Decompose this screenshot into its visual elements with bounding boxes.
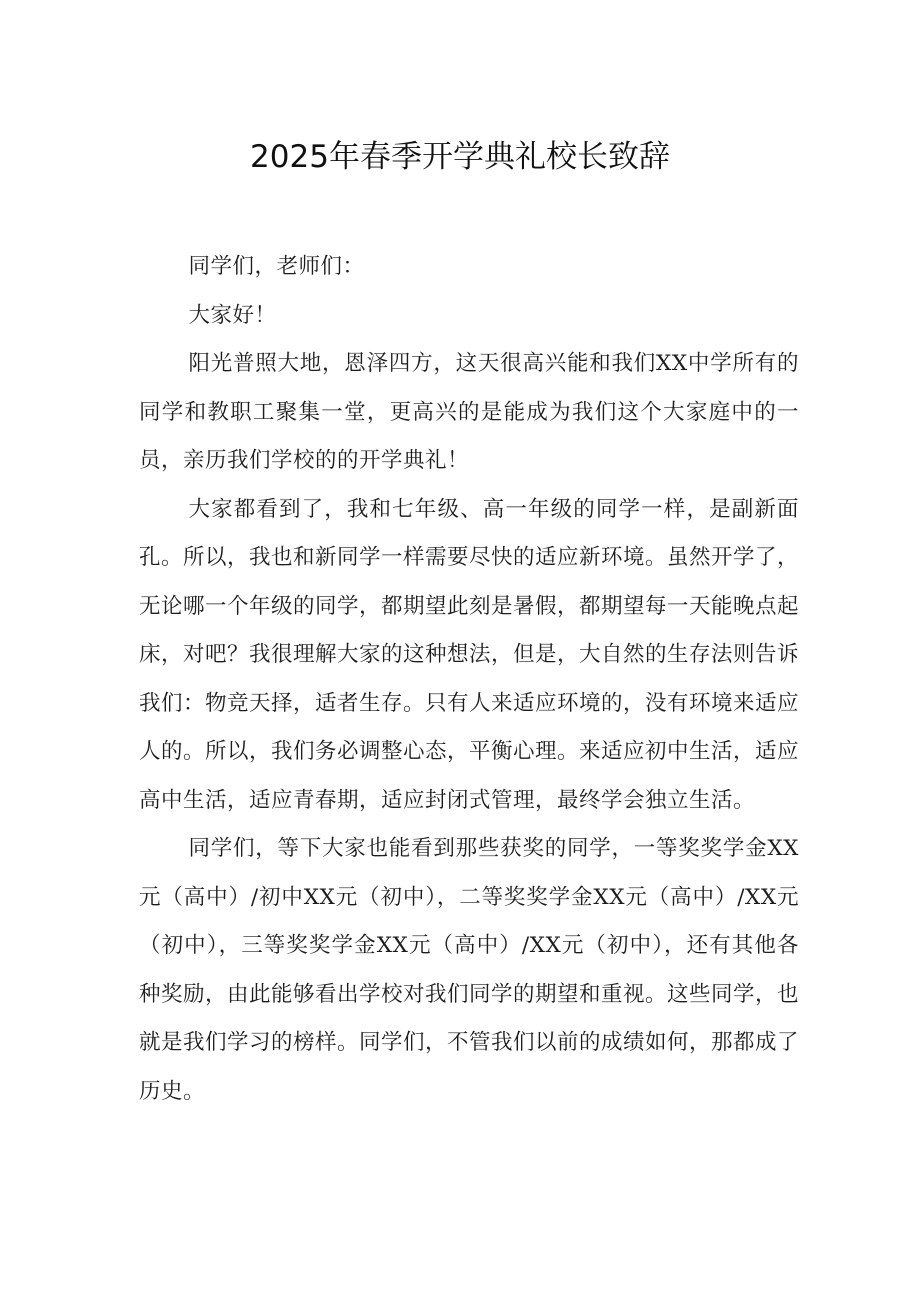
document-body (139, 243, 799, 1116)
body-paragraph-3: 同学们，等下大家也能看到那些获奖的同学，一等奖奖学金XX元（高中）/初中XX元（初中），二等奖奖学金XX元（高中）/XX元（初中），三等奖奖学金XX元（高中）/XX元（初中），还有其他各种奖励，由此能够看出学校对我们同学的期望和重视。这些同学，也就是我们学习的榜样。同学们，不管我们以前的成绩如何，那都成了历史。 (139, 836, 800, 1104)
greeting-paragraph: 大家好！ (188, 302, 277, 328)
salutation-paragraph: 同学们，老师们： (188, 254, 365, 279)
body-paragraph-1: 阳光普照大地，恩泽四方，这天很高兴能和我们XX中学所有的同学和教职工聚集一堂，更高兴的是能成为我们这个大家庭中的一员，亲历我们学校的的开学典礼！ (139, 351, 799, 473)
body-paragraph-2: 大家都看到了，我和七年级、高一年级的同学一样，是副新面孔。所以，我也和新同学一样需要尽快的适应新环境。虽然开学了，无论哪一个年级的同学，都期望此刻是暑假，都期望每一天能晚点起床，对吧？我很理解大家的这种想法，但是，大自然的生存法则告诉我们：物竞天择，适者生存。只有人来适应环境的，没有环境来适应人的。所以，我们务必调整心态，平衡心理。来适应初中生活，适应高中生活，适应青春期，适应封闭式管理，最终学会独立生活。 (139, 496, 800, 813)
document-title: 2025年春季开学典礼校长致辞 (250, 139, 670, 175)
